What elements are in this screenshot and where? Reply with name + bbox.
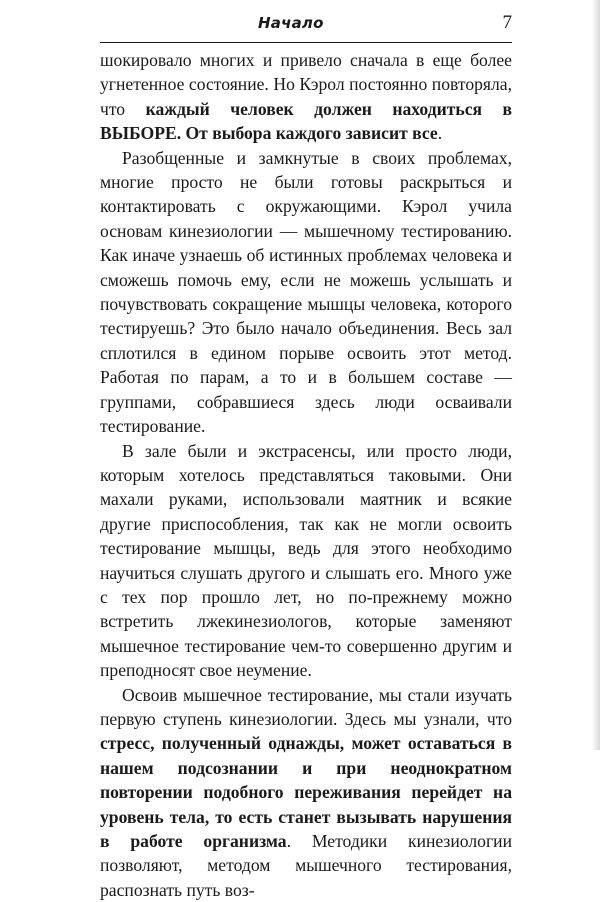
paragraph-1 (100, 48, 512, 146)
header-rule (100, 42, 512, 43)
paragraph-2-segment-1: Разобщенные и замкнутые в своих проблемах, многие просто не были готовы раскрыться и контактировать с окружающими. Кэрол учила основам кинезиологии — мышечному тестированию. Как иначе узнаешь об истинных проблемах человека и сможешь помочь ему, если не можешь услышать и почувствовать сокращение мышцы человека, которого тестируешь? Это было начало объединения. Весь зал сплотился в едином порыве освоить этот метод. Работая по парам, а то и в большем составе — группами, собравшиеся здесь люди осваивали тестирование. (100, 147, 512, 437)
page-number: 7 (502, 12, 512, 33)
page-header (100, 12, 512, 40)
paragraph-1-segment-3: . (437, 123, 443, 144)
paragraph-1-segment-1: шокировало многих и привело сначала в еще более угнетенное состояние. Но Кэрол постоянно повторяла, что (100, 50, 512, 119)
paragraph-3-segment-1: В зале были и экстрасенсы, или просто люди, которым хотелось представляться таковыми. Они махали руками, использовали маятник и всякие другие приспособления, так как не могли освоить тестирование мышцы, ведь для этого необходимо научиться слушать другого и слышать его. Много уже с тех пор прошло лет, но по-прежнему можно встретить лжекинезиологов, которые заменяют мышечное тестирование чем-то совершенно другим и преподносят свое неумение. (100, 440, 512, 681)
paragraph-1-bold-segment: каждый человек должен находиться в ВЫБОРЕ. От выбора каждого зависит все (100, 98, 512, 144)
page-edge-shadow (592, 0, 600, 750)
paragraph-3 (100, 439, 512, 683)
paragraph-4 (100, 683, 512, 902)
paragraph-4-segment-1: Освоив мышечное тестирование, мы стали изучать первую ступень кинезиологии. Здесь мы узнали, что (100, 684, 512, 729)
paragraph-2 (100, 146, 512, 439)
running-head: Начало (258, 14, 324, 32)
paragraph-4-bold-segment: стресс, полученный однажды, может оставаться в нашем подсознании и при неоднократном повторении подобного переживания перейдет на уровень тела, то есть станет вызывать нарушения в работе организма (100, 733, 512, 851)
paragraph-4-segment-3: . Методики кинезиологии позволяют, методом мышечного тестирования, распознать путь воз- (100, 831, 512, 900)
body-text (100, 48, 512, 902)
